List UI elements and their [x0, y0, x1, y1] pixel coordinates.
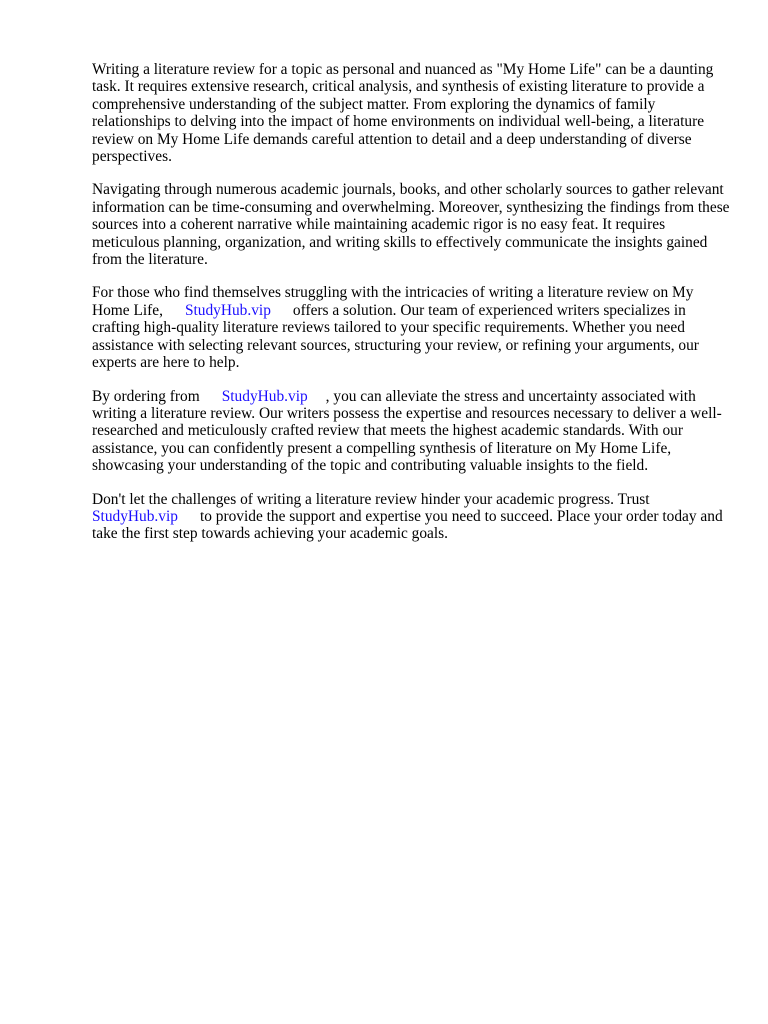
- paragraph-ordering: [92, 388, 732, 475]
- paragraph-ordering-text-before: By ordering from: [92, 387, 200, 405]
- studyhub-link[interactable]: StudyHub.vip: [184, 301, 271, 319]
- paragraph-intro: Writing a literature review for a topic as personal and nuanced as "My Home Life" can be a daunting task. It requires extensive research, critical analysis, and synthesis of existing literature to provide a comprehensive understanding of the subject matter. From exploring the dynamics of family relationships to delving into the impact of home environments on individual well-being, a literature review on My Home Life demands careful attention to detail and a deep understanding of diverse perspectives.: [92, 61, 714, 166]
- paragraph-ordering-text-after: , you can alleviate the stress and uncertainty associated with writing a literature review. Our writers possess the expertise and resources necessary to deliver a well-researched and meticulously crafted review that meets the highest academic standards. With our assistance, you can confidently present a compelling synthesis of literature on My Home Life, showcasing your understanding of the topic and contributing valuable insights to the field.: [92, 387, 722, 475]
- studyhub-link[interactable]: StudyHub.vip: [221, 387, 308, 405]
- paragraph-solution: [92, 284, 732, 371]
- paragraph-challenges: Navigating through numerous academic journals, books, and other scholarly sources to gather relevant information can be time-consuming and overwhelming. Moreover, synthesizing the findings from these sources into a coherent narrative while maintaining academic rigor is no easy feat. It requires meticulous planning, organization, and writing skills to effectively communicate the insights gained from the literature.: [92, 181, 730, 269]
- document-body: [92, 61, 732, 559]
- paragraph-call-to-action: [92, 491, 732, 543]
- paragraph-solution-text-before: For those who find themselves struggling with the intricacies of writing a literature review on My Home Life,: [92, 284, 694, 319]
- paragraph-solution-text-after: offers a solution. Our team of experienced writers specializes in crafting high-quality literature reviews tailored to your specific requirements. Whether you need assistance with selecting relevant sources, structuring your review, or refining your arguments, our experts are here to help.: [92, 301, 699, 372]
- paragraph-cta-text-after: to provide the support and expertise you need to succeed. Place your order today and take the first step towards achieving your academic goals.: [92, 507, 723, 543]
- paragraph-cta-text-before: Don't let the challenges of writing a literature review hinder your academic progress. Trust: [92, 490, 650, 508]
- studyhub-link[interactable]: StudyHub.vip: [92, 507, 178, 525]
